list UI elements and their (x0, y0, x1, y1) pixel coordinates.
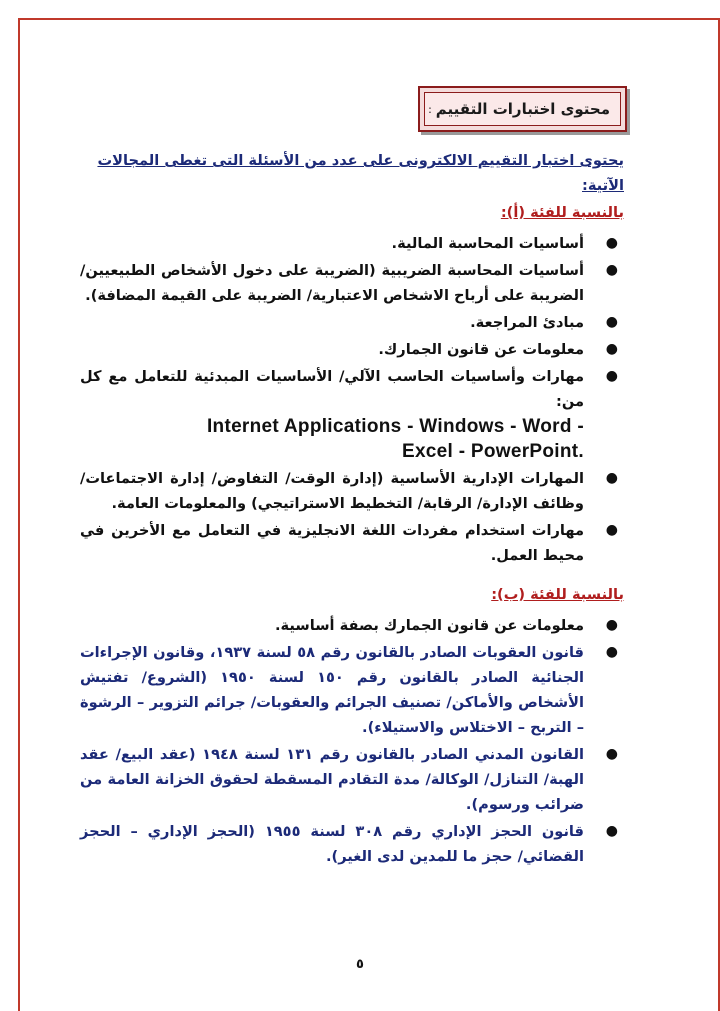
software-line-1: Internet Applications - Windows - Word - (206, 416, 584, 437)
title-inner (424, 92, 621, 126)
list-item: ● معلومات عن قانون الجمارك بصفة أساسية. (80, 613, 624, 638)
bullet-icon: ● (605, 341, 618, 357)
category-b-heading: بالنسبة للفئة (ب): (491, 586, 624, 603)
page-title: محتوى اختبارات التقييم (435, 100, 610, 118)
software-line-2: Excel - PowerPoint. (401, 441, 584, 462)
bullet-icon: ● (605, 644, 618, 660)
list-item: ● أساسيات المحاسبة الضريبية (الضريبة على دخول الأشخاص الطبيعيين/ الضريبة على أرباح الاشخاص الاعتبارية/ الضريبة على القيمة المضافة). (80, 258, 624, 308)
bullet-icon: ● (605, 262, 618, 278)
list-item: ● قانون العقوبات الصادر بالقانون رقم ٥٨ لسنة ١٩٣٧، وقانون الإجراءات الجنائية الصادر بالقانون رقم ١٥٠ لسنة ١٩٥٠ (الشروع/ تفتيش الأشخاص والأماكن/ تصنيف الجرائم والعقوبات/ جرائم التزوير – الرشوة – التربح – الاختلاس والاستيلاء). (80, 640, 624, 740)
list-item: ● مبادئ المراجعة. (80, 310, 624, 335)
list-item: ● مهارات استخدام مفردات اللغة الانجليزية في التعامل مع الأخرين في محيط العمل. (80, 518, 624, 568)
bullet-icon: ● (605, 522, 618, 538)
list-item: ● أساسيات المحاسبة المالية. (80, 231, 624, 256)
list-item: ● القانون المدني الصادر بالقانون رقم ١٣١ لسنة ١٩٤٨ (عقد البيع/ عقد الهبة/ التنازل/ الوكالة/ مدة التقادم المسقطة لحقوق الخزانة العامة من ضرائب ورسوم). (80, 742, 624, 817)
category-b-list (80, 613, 624, 869)
list-item: ● المهارات الإدارية الأساسية (إدارة الوقت/ التفاوض/ إدارة الاجتماعات/ وظائف الإدارة/ الرقابة/ التخطيط الاستراتيجي) والمعلومات العامة. (80, 466, 624, 516)
bullet-icon: ● (605, 368, 618, 384)
bullet-icon: ● (605, 314, 618, 330)
bullet-icon: ● (605, 746, 618, 762)
bullet-icon: ● (605, 470, 618, 486)
list-item: ● قانون الحجز الإداري رقم ٣٠٨ لسنة ١٩٥٥ (الحجز الإداري – الحجز القضائي/ حجز ما للمدين لدى الغير). (80, 819, 624, 869)
bullet-icon: ● (605, 235, 618, 251)
title-colon: : (428, 102, 432, 116)
bullet-icon: ● (605, 617, 618, 633)
title-box (418, 86, 627, 132)
list-item: ● مهارات وأساسيات الحاسب الآلي/ الأساسيات المبدئية للتعامل مع كل من: Internet Applications - Windows - Word - Excel - PowerPoint. (80, 364, 624, 464)
category-a-heading: بالنسبة للفئة (أ): (500, 204, 624, 221)
category-a-list (80, 231, 624, 568)
page-number: ٥ (356, 957, 364, 972)
intro-text: يحتوى اختبار التقييم الالكترونى على عدد من الأسئلة التى تغطى المجالات الآتية: (97, 152, 624, 194)
document-content (80, 148, 624, 871)
bullet-icon: ● (605, 823, 618, 839)
list-item: ● معلومات عن قانون الجمارك. (80, 337, 624, 362)
